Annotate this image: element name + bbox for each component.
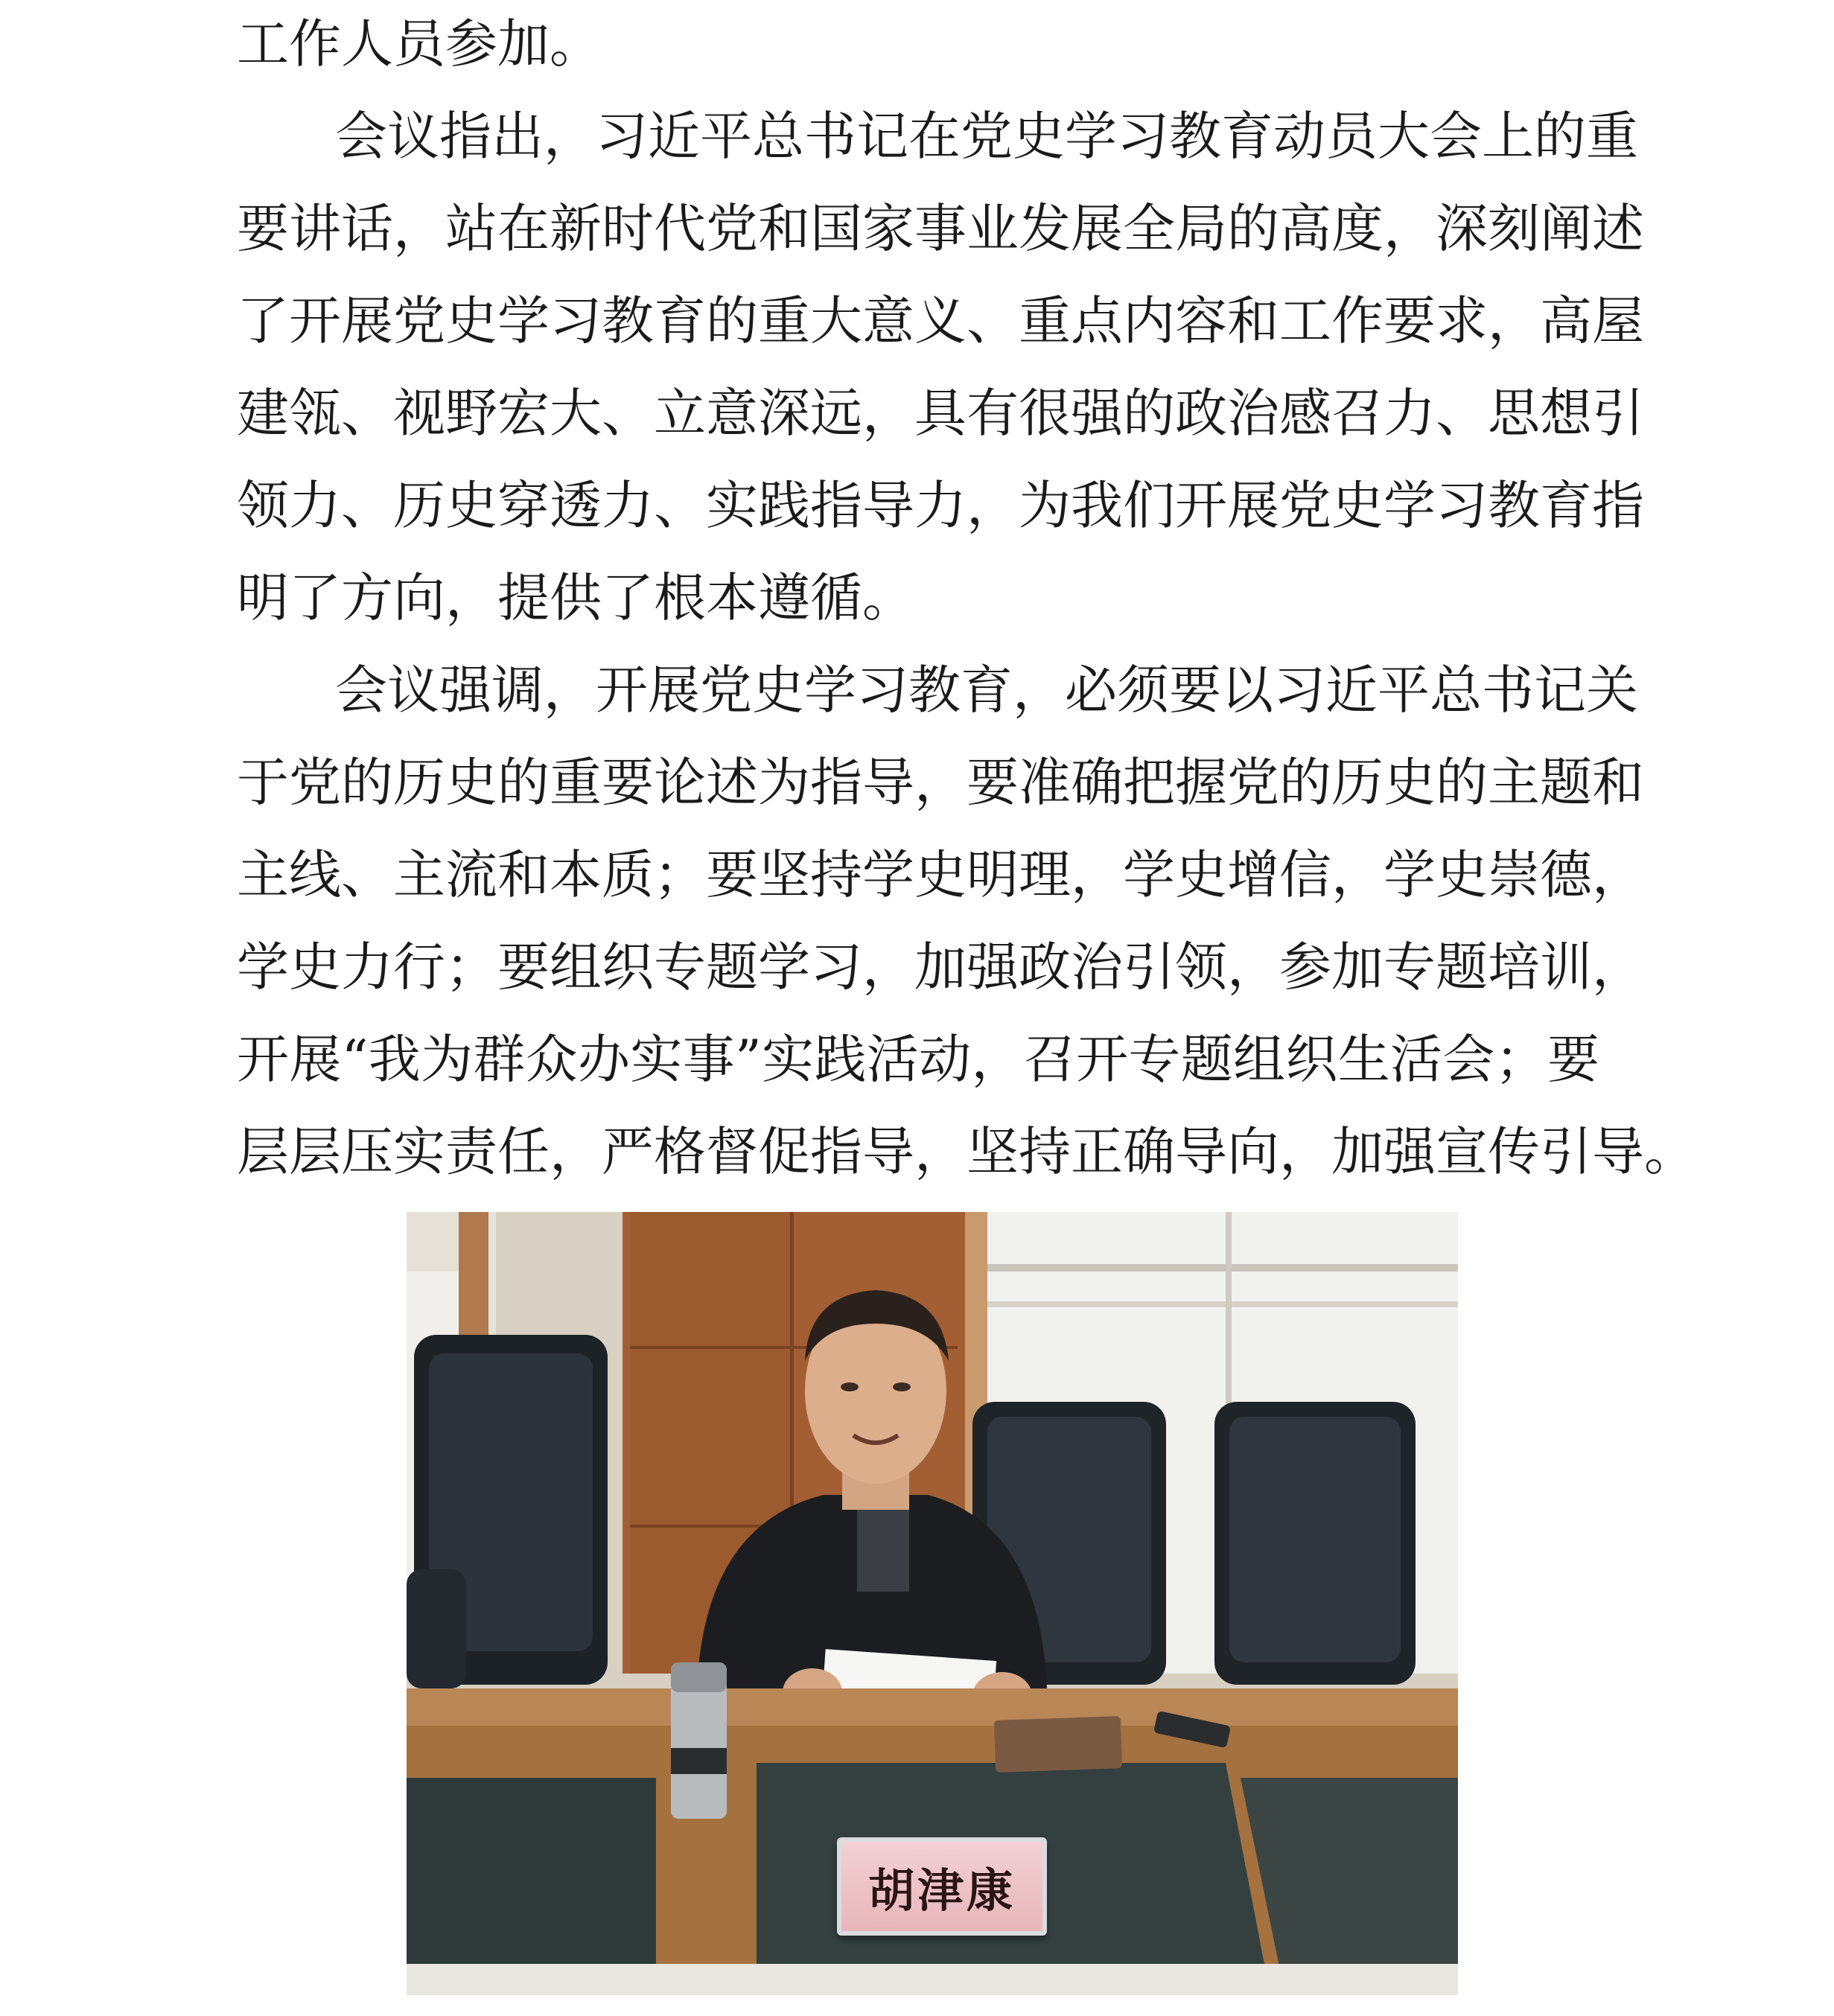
meeting-photo (407, 1212, 1458, 1995)
text-line-9: 于党的历史的重要论述为指导，要准确把握党的历史的主题和 (237, 752, 1644, 813)
text-line-10: 主线、主流和本质；要坚持学史明理，学史增信，学史崇德， (237, 844, 1644, 905)
text-line-1: 工作人员参加。 (237, 13, 602, 74)
text-line-13: 层层压实责任，严格督促指导，坚持正确导向，加强宣传引导。 (237, 1121, 1696, 1182)
nameplate: 胡津康 (837, 1837, 1047, 1936)
text-line-3: 要讲话，站在新时代党和国家事业发展全局的高度，深刻阐述 (237, 198, 1644, 259)
text-line-5: 建瓴、视野宏大、立意深远，具有很强的政治感召力、思想引 (237, 383, 1644, 444)
text-line-12: 开展“我为群众办实事”实践活动，召开专题组织生活会；要 (237, 1029, 1599, 1090)
text-line-4: 了开展党史学习教育的重大意义、重点内容和工作要求，高屋 (237, 290, 1644, 351)
text-line-8: 会议强调，开展党史学习教育，必须要以习近平总书记关 (335, 660, 1638, 721)
text-line-6: 领力、历史穿透力、实践指导力，为我们开展党史学习教育指 (237, 475, 1644, 536)
text-line-7: 明了方向，提供了根本遵循。 (237, 567, 914, 628)
text-line-2: 会议指出，习近平总书记在党史学习教育动员大会上的重 (335, 106, 1638, 167)
text-line-11: 学史力行；要组织专题学习，加强政治引领，参加专题培训， (237, 937, 1644, 998)
